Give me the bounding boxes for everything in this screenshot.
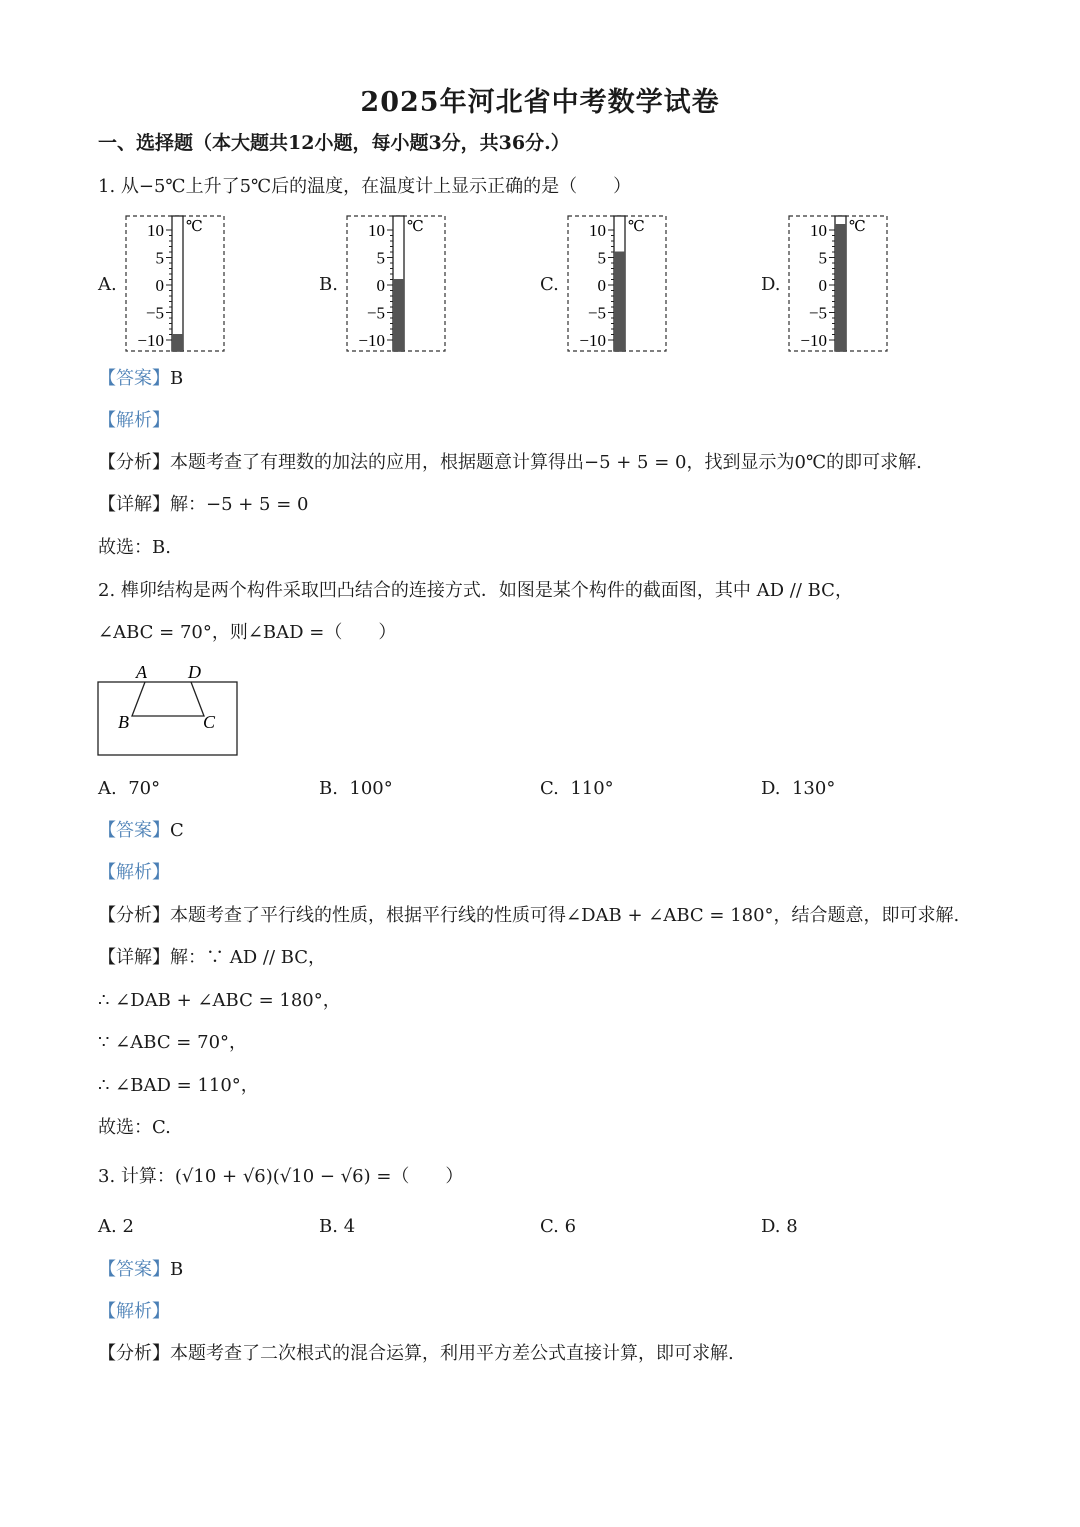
q1-answer <box>98 366 183 392</box>
tick-label: −5 <box>808 303 827 323</box>
point-c-label: C <box>203 712 216 732</box>
trapezoid-notch <box>132 682 204 716</box>
option-text: 130° <box>791 778 836 799</box>
option-text: 2 <box>122 1216 134 1237</box>
thermometer-c <box>566 214 668 354</box>
unit-label: ℃ <box>849 219 866 235</box>
analysis-text: 本题考查了有理数的加法的应用，根据题意计算得出−5 + 5 = 0，找到显示为0℃的即可求解. <box>170 452 922 473</box>
mercury-fill <box>393 279 404 351</box>
tick-label: 10 <box>368 221 385 240</box>
thermometer-tube <box>172 216 183 351</box>
unit-label: ℃ <box>186 219 203 235</box>
q3-option-c <box>540 1214 576 1240</box>
answer-tag: 【答案】 <box>98 368 170 389</box>
q3-answer <box>98 1257 183 1283</box>
q2-option-b <box>319 776 393 802</box>
tick-label: −10 <box>358 331 385 350</box>
q3-option-b <box>319 1214 355 1240</box>
q2-detail-line3: ∵ ∠ABC = 70°， <box>98 1032 248 1053</box>
tick-label: 5 <box>155 248 164 268</box>
q3-analysis <box>98 1341 734 1367</box>
tick-label: −5 <box>145 303 164 323</box>
q2-option-d <box>761 776 835 802</box>
option-label: C. <box>540 778 559 799</box>
q3-jiexi: 【解析】 <box>98 1301 170 1322</box>
point-d-label: D <box>188 662 201 682</box>
tick-label: 0 <box>376 276 385 295</box>
tick-label: 0 <box>597 276 606 295</box>
q2-choose: 故选：C. <box>98 1117 171 1138</box>
option-label: D. <box>761 778 781 799</box>
unit-label: ℃ <box>407 219 424 235</box>
tick-label: 10 <box>147 221 164 240</box>
option-label: A. <box>98 778 117 799</box>
q2-trapezoid-figure <box>96 660 240 760</box>
analysis-tag: 【分析】 <box>98 905 170 926</box>
unit-label: ℃ <box>628 219 645 235</box>
thermometer-d <box>787 214 889 354</box>
q2-option-c <box>540 776 614 802</box>
analysis-tag: 【分析】 <box>98 1343 170 1364</box>
q1-option-b-label: B. <box>319 274 338 295</box>
tick-label: 5 <box>818 248 827 268</box>
tick-label: −5 <box>366 303 385 323</box>
q2-jiexi: 【解析】 <box>98 862 170 883</box>
q1-choose: 故选：B. <box>98 537 171 558</box>
analysis-tag: 【分析】 <box>98 452 170 473</box>
q1-option-c-label: C. <box>540 274 559 295</box>
option-label: D. <box>761 1216 781 1237</box>
answer-value: C <box>170 820 184 841</box>
q2-stem-line2: ∠ABC = 70°，则∠BAD =（ ） <box>98 622 397 643</box>
section-heading: 一、选择题（本大题共12小题，每小题3分，共36分.） <box>98 132 570 154</box>
q2-option-a <box>98 776 160 802</box>
answer-tag: 【答案】 <box>98 820 170 841</box>
q3-option-d <box>761 1214 798 1240</box>
q2-detail-line4: ∴ ∠BAD = 110°， <box>98 1075 259 1096</box>
tick-label: 0 <box>818 276 827 295</box>
q1-option-d-label: D. <box>761 274 781 295</box>
q2-answer <box>98 818 184 844</box>
tick-label: −10 <box>800 331 827 350</box>
option-text: 70° <box>128 778 161 799</box>
mercury-fill <box>614 252 625 352</box>
q1-option-a-label: A. <box>98 274 117 295</box>
option-label: C. <box>540 1216 559 1237</box>
q2-detail-line2: ∴ ∠DAB + ∠ABC = 180°， <box>98 990 341 1011</box>
q3-option-a <box>98 1214 134 1240</box>
answer-tag: 【答案】 <box>98 1259 170 1280</box>
analysis-text: 本题考查了平行线的性质，根据平行线的性质可得∠DAB + ∠ABC = 180°，结合题意，即可求解. <box>170 905 960 926</box>
page-title: 2025年河北省中考数学试卷 <box>360 87 720 118</box>
option-text: 100° <box>349 778 393 799</box>
answer-value: B <box>170 368 184 389</box>
option-label: B. <box>319 778 338 799</box>
q1-jiexi: 【解析】 <box>98 410 170 431</box>
option-label: A. <box>98 1216 117 1237</box>
tick-label: 10 <box>810 221 827 240</box>
mercury-fill <box>172 334 183 351</box>
mercury-fill <box>835 224 846 351</box>
option-label: B. <box>319 1216 338 1237</box>
q2-stem-line1: 2. 榫卯结构是两个构件采取凹凸结合的连接方式．如图是某个构件的截面图，其中 AD // BC， <box>98 580 853 601</box>
detail-text: 解：∵ AD // BC， <box>170 947 327 968</box>
point-b-label: B <box>118 712 129 732</box>
option-text: 110° <box>570 778 614 799</box>
tick-label: 5 <box>376 248 385 268</box>
option-text: 8 <box>786 1216 798 1237</box>
answer-value: B <box>170 1259 184 1280</box>
tick-label: 0 <box>155 276 164 295</box>
option-text: 4 <box>343 1216 356 1237</box>
q1-analysis <box>98 450 922 476</box>
q1-detail <box>98 492 309 518</box>
thermometer-b <box>345 214 447 354</box>
analysis-text: 本题考查了二次根式的混合运算，利用平方差公式直接计算，即可求解. <box>170 1343 734 1364</box>
tick-label: −10 <box>579 331 606 350</box>
tick-label: 10 <box>589 221 606 240</box>
q1-stem: 1. 从−5℃上升了5℃后的温度，在温度计上显示正确的是（ ） <box>98 176 632 197</box>
tick-label: 5 <box>597 248 606 268</box>
detail-tag: 【详解】 <box>98 494 170 515</box>
detail-tag: 【详解】 <box>98 947 170 968</box>
option-text: 6 <box>564 1216 577 1237</box>
tick-label: −5 <box>587 303 606 323</box>
tick-label: −10 <box>137 331 164 350</box>
detail-text: 解：−5 + 5 = 0 <box>170 494 309 515</box>
thermometer-a <box>124 214 226 354</box>
point-a-label: A <box>136 662 147 682</box>
q2-detail-line1 <box>98 945 326 971</box>
q2-analysis <box>98 903 959 929</box>
q3-stem: 3. 计算：(√10 + √6)(√10 − √6) =（ ） <box>98 1166 464 1187</box>
